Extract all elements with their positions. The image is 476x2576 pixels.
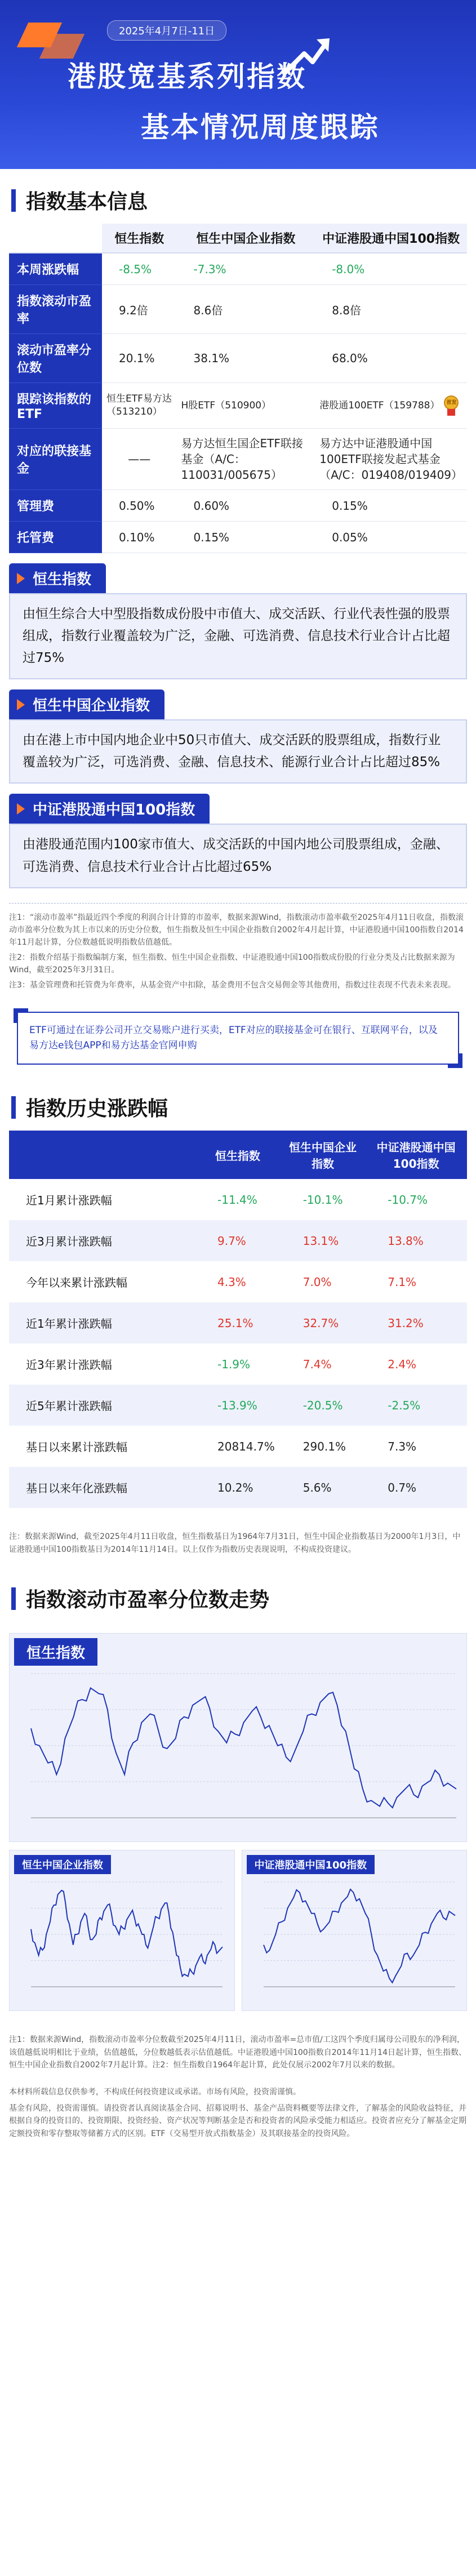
table-row bbox=[9, 285, 467, 334]
hero-banner bbox=[0, 0, 476, 169]
cell-value: 0.15% bbox=[177, 522, 315, 553]
chart-card-hscei bbox=[9, 1850, 235, 2011]
row-label: 跟踪该指数的ETF bbox=[9, 383, 102, 429]
etf-name: 港股通100ETF（159788） bbox=[319, 399, 440, 411]
card-body: 由港股通范围内100家市值大、成交活跃的中国内地公司股票组成，金融、可选消费、信息技术行业合计占比超过65% bbox=[9, 824, 467, 888]
table-row bbox=[9, 490, 467, 522]
medal-icon bbox=[443, 395, 460, 416]
cell-value: 9.7% bbox=[195, 1220, 281, 1261]
note: 注2：指数介绍基于指数编制方案，恒生指数、恒生中国企业指数、中证港股通中国100指数成份股的行业分类及占比数据来源为Wind，截至2025年3月31日。 bbox=[9, 953, 455, 975]
title-line-1: 港股宽基系列指数 bbox=[68, 60, 306, 93]
cell-value bbox=[315, 383, 467, 429]
pe-chart-hsi bbox=[14, 1666, 462, 1835]
chevron-right-icon bbox=[17, 803, 25, 815]
chart-card-hsi bbox=[9, 1633, 467, 1842]
row-label: 托管费 bbox=[9, 522, 102, 553]
row-label: 本周涨跌幅 bbox=[9, 253, 102, 285]
card-header bbox=[9, 689, 164, 719]
cell-value: -2.5% bbox=[365, 1385, 467, 1426]
cell-value: 8.8倍 bbox=[315, 285, 467, 334]
pe-chart-hscei bbox=[14, 1874, 228, 2004]
chart-card-csi100 bbox=[242, 1850, 468, 2011]
section-pe-trend bbox=[0, 1556, 476, 1622]
row-label: 对应的联接基金 bbox=[9, 429, 102, 490]
disclaimer-line: 基金有风险，投资需谨慎。请投资者认真阅读基金合同、招募说明书、基金产品资料概要等法律文件，了解基金的风险收益特征，并根据自身的投资目的、投资期限、投资经验、资产状况等判断基金是否和投资者的风险承受能力相适应。投资者应充分了解基金定期定额投资和零存整取等储蓄方式的区别。ETF（交易型开放式指数基金）及其联接基金的投资风险。 bbox=[9, 2103, 466, 2138]
cell-value: -13.9% bbox=[195, 1385, 281, 1426]
chevron-right-icon bbox=[17, 573, 25, 584]
etf-name: 恒生ETF易方达（513210） bbox=[106, 393, 172, 417]
cell-value: -7.3% bbox=[177, 253, 315, 285]
cell-value: 7.3% bbox=[388, 1439, 417, 1453]
date-range-badge: 2025年4月7日-11日 bbox=[107, 20, 226, 41]
disclaimer-line: 本材料所载信息仅供参考，不构成任何投资建议或承诺。市场有风险，投资需谨慎。 bbox=[9, 2088, 301, 2097]
cell-value: 20.1% bbox=[102, 334, 177, 383]
card-title: 恒生中国企业指数 bbox=[33, 697, 150, 715]
banner-text: ETF可通过在证券公司开立交易账户进行买卖，ETF对应的联接基金可在银行、互联网平台，以及易方达e钱包APP和易方达基金官网申购 bbox=[29, 1025, 438, 1052]
col-header: 中证港股通中国100指数 bbox=[315, 224, 467, 253]
index-card-csi100 bbox=[9, 794, 467, 888]
row-label: 今年以来累计涨跌幅 bbox=[26, 1276, 127, 1290]
section-bar bbox=[11, 1096, 16, 1119]
cell-value bbox=[102, 383, 177, 429]
table-row bbox=[9, 429, 467, 490]
table-row bbox=[9, 253, 467, 285]
info-table-wrap bbox=[9, 224, 467, 553]
col-header: 恒生指数 bbox=[195, 1131, 281, 1179]
cell-value: 25.1% bbox=[195, 1302, 281, 1343]
chevron-right-icon bbox=[17, 699, 25, 710]
cell-value: 13.8% bbox=[365, 1220, 467, 1261]
series-line bbox=[31, 1688, 456, 1808]
title-line-2: 基本情况周度跟踪 bbox=[141, 111, 380, 144]
cell-value: 31.2% bbox=[365, 1302, 467, 1343]
table-row bbox=[9, 383, 467, 429]
row-label: 管理费 bbox=[9, 490, 102, 522]
notes-block bbox=[9, 903, 467, 991]
col-header: 恒生中国企业指数 bbox=[177, 224, 315, 253]
cell-value: 10.2% bbox=[195, 1467, 281, 1508]
series-line bbox=[31, 1890, 223, 1977]
row-label: 近1月累计涨跌幅 bbox=[26, 1194, 112, 1208]
etf-name: H股ETF（510900） bbox=[181, 399, 272, 411]
row-label: 基日以来年化涨跌幅 bbox=[9, 1467, 195, 1508]
cell-value: —— bbox=[102, 429, 177, 490]
note: 注1：“滚动市盈率”指最近四个季度的利润合计计算的市盈率，数据来源Wind，指数滚动市盈率截至2025年4月11日收盘，指数滚动市盈率分位数为其上市以来的历史分位数，恒生指数及恒生中国企业指数自2002年4月起计算，中证港股通中国100指数自2014年11月起计算，分位数越低说明指数估值越低。 bbox=[9, 913, 464, 947]
row-label: 近3年累计涨跌幅 bbox=[26, 1358, 112, 1372]
cell-value: -10.7% bbox=[388, 1193, 428, 1207]
history-table-wrap bbox=[9, 1131, 467, 1508]
cell-value: 2.4% bbox=[388, 1357, 417, 1371]
col-header: 中证港股通中国100指数 bbox=[365, 1131, 467, 1179]
cell-value: -1.9% bbox=[217, 1357, 251, 1371]
cell-value: 0.60% bbox=[177, 490, 315, 522]
footer-disclaimer bbox=[9, 2086, 467, 2160]
table-row bbox=[9, 522, 467, 553]
table-row bbox=[9, 334, 467, 383]
chart-tag: 中证港股通中国100指数 bbox=[247, 1855, 375, 1874]
card-header bbox=[9, 563, 106, 593]
card-body: 由恒生综合大中型股指数成份股中市值大、成交活跃、行业代表性强的股票组成，指数行业覆盖较为广泛，金融、可选消费、信息技术行业合计占比超过75% bbox=[9, 593, 467, 679]
row-label: 近3月累计涨跌幅 bbox=[9, 1220, 195, 1261]
etf-purchase-banner bbox=[17, 1012, 459, 1065]
cell-value: 7.4% bbox=[302, 1357, 332, 1371]
table-row bbox=[9, 1426, 467, 1467]
pe-chart-csi100 bbox=[247, 1874, 461, 2004]
section-bar bbox=[11, 189, 16, 212]
cell-value: -11.4% bbox=[217, 1193, 257, 1207]
index-card-hscei bbox=[9, 689, 467, 784]
card-header bbox=[9, 794, 210, 824]
cell-value: 0.50% bbox=[102, 490, 177, 522]
section-title: 指数滚动市盈率分位数走势 bbox=[26, 1589, 270, 1612]
row-label: 近1年累计涨跌幅 bbox=[9, 1302, 195, 1343]
table-row bbox=[9, 1179, 467, 1220]
row-label: 基日以来累计涨跌幅 bbox=[26, 1440, 127, 1454]
pe-note: 注1：数据来源Wind，指数滚动市盈率分位数截至2025年4月11日，滚动市盈率=总市值/工这四个季度归属母公司股东的净利润，该值越低说明相比于业绩，估值越低，分位数越低表示估值越低。中证港股通中国100指数自2014年11月14日起计算，恒生指数、恒生中国企业指数自2002年7月起计算。注2：恒生指数自1964年起计算，此处仅展示2002年7月以来的数据。 bbox=[9, 2035, 466, 2070]
index-card-hsi bbox=[9, 563, 467, 679]
cell-value: 0.05% bbox=[315, 522, 467, 553]
cell-value: 易方达恒生国企ETF联接基金（A/C：110031/005675） bbox=[177, 429, 315, 490]
cell-value: 8.6倍 bbox=[177, 285, 315, 334]
row-label: 指数滚动市盈率 bbox=[9, 285, 102, 334]
cell-value: 13.1% bbox=[281, 1220, 366, 1261]
chart-tag: 恒生中国企业指数 bbox=[14, 1855, 111, 1874]
cell-value: -8.0% bbox=[315, 253, 467, 285]
table-row bbox=[9, 1385, 467, 1426]
cell-value bbox=[177, 383, 315, 429]
cell-value: -10.1% bbox=[302, 1193, 343, 1207]
table-row bbox=[9, 1261, 467, 1302]
chart-row bbox=[9, 1850, 467, 2011]
col-header: 恒生指数 bbox=[102, 224, 177, 253]
info-table bbox=[9, 224, 467, 553]
cell-value: 0.10% bbox=[102, 522, 177, 553]
history-note: 注：数据来源Wind，截至2025年4月11日收盘，恒生指数基日为1964年7月31日，恒生中国企业指数基日为2000年1月3日，中证港股通中国100指数基日为2014年11月14日。以上仅作为指数历史表现说明，不构成投资建议。 bbox=[9, 1532, 461, 1554]
note: 注3：基金管理费和托管费为年费率，从基金资产中扣除，基金费用不包含交易佣金等其他费用，指数过往表现不代表未来表现。 bbox=[9, 980, 456, 990]
cell-value: 68.0% bbox=[315, 334, 467, 383]
card-title: 中证港股通中国100指数 bbox=[33, 802, 195, 819]
cell-value: -8.5% bbox=[102, 253, 177, 285]
section-history bbox=[0, 1065, 476, 1131]
card-body: 由在港上市中国内地企业中50只市值大、成交活跃的股票组成，指数行业覆盖较为广泛，可选消费、金融、信息技术、能源行业合计占比超过85% bbox=[9, 719, 467, 784]
cell-value: 7.1% bbox=[388, 1275, 417, 1289]
row-label: 近5年累计涨跌幅 bbox=[9, 1385, 195, 1426]
table-row bbox=[9, 1343, 467, 1385]
table-row bbox=[9, 1220, 467, 1261]
cell-value: 38.1% bbox=[177, 334, 315, 383]
cell-value: 易方达中证港股通中国100ETF联接发起式基金（A/C：019408/019409） bbox=[315, 429, 467, 490]
cell-value: 5.6% bbox=[281, 1467, 366, 1508]
table-corner bbox=[9, 224, 102, 253]
section-basic-info bbox=[0, 169, 476, 224]
cell-value: 7.0% bbox=[302, 1275, 332, 1289]
cell-value: 0.7% bbox=[365, 1467, 467, 1508]
section-title: 指数历史涨跌幅 bbox=[26, 1097, 168, 1121]
series-line bbox=[264, 1889, 455, 1983]
card-title: 恒生指数 bbox=[33, 571, 92, 588]
cell-value: 20814.7% bbox=[217, 1439, 275, 1453]
table-row bbox=[9, 1467, 467, 1508]
medal-text: 首发 bbox=[444, 395, 459, 410]
cell-value: 9.2倍 bbox=[102, 285, 177, 334]
cell-value: 0.15% bbox=[315, 490, 467, 522]
history-table bbox=[9, 1131, 467, 1508]
chart-tag: 恒生指数 bbox=[14, 1638, 97, 1666]
table-corner bbox=[9, 1131, 195, 1179]
col-header: 恒生中国企业指数 bbox=[281, 1131, 366, 1179]
cell-value: 32.7% bbox=[281, 1302, 366, 1343]
section-bar bbox=[11, 1587, 16, 1610]
row-label: 滚动市盈率分位数 bbox=[9, 334, 102, 383]
cell-value: 290.1% bbox=[302, 1439, 346, 1453]
section-title: 指数基本信息 bbox=[26, 190, 148, 213]
table-row bbox=[9, 1302, 467, 1343]
cell-value: -20.5% bbox=[281, 1385, 366, 1426]
cell-value: 4.3% bbox=[217, 1275, 246, 1289]
